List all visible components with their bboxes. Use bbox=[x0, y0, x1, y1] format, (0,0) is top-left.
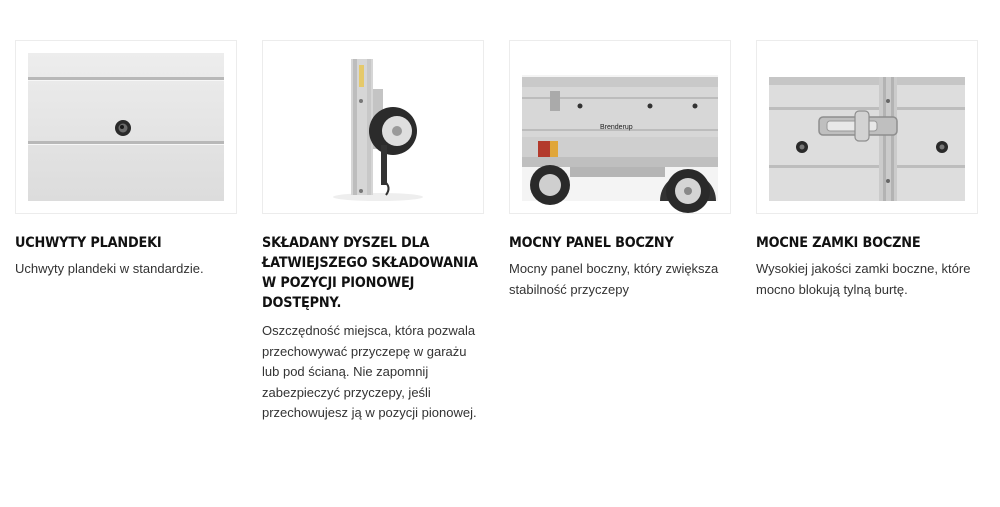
feature-title: MOCNY PANEL BOCZNY bbox=[509, 235, 674, 251]
feature-title: MOCNE ZAMKI BOCZNE bbox=[756, 235, 921, 251]
feature-title: UCHWYTY PLANDEKI bbox=[15, 235, 162, 251]
feature-description: Uchwyty plandeki w standardzie. bbox=[15, 261, 204, 276]
feature-title: SKŁADANY DYSZEL DLA ŁATWIEJSZEGO SKŁADOWANIA W POZYCJI PIONOWEJ DOSTĘPNY. bbox=[262, 235, 478, 311]
feature-description: Mocny panel boczny, który zwiększa stabilność przyczepy bbox=[509, 261, 719, 297]
feature-card-tarp-hooks bbox=[15, 40, 237, 280]
feature-card-folding-drawbar bbox=[262, 40, 484, 424]
side-panel-image bbox=[509, 40, 731, 214]
feature-description: Oszczędność miejsca, która pozwala przechowywać przyczepę w garażu lub pod ścianą. Nie zapomnij zabezpieczyć przyczepy, jeśli przechowujesz ją w pozycji pionowej. bbox=[262, 323, 477, 420]
trailer-brand-text: Brenderup bbox=[600, 124, 633, 131]
feature-card-side-panel bbox=[509, 40, 731, 300]
feature-card-side-locks bbox=[756, 40, 978, 300]
tarp-hook-image bbox=[15, 40, 237, 214]
folding-drawbar-image bbox=[262, 40, 484, 214]
side-lock-image bbox=[756, 40, 978, 214]
feature-description: Wysokiej jakości zamki boczne, które mocno blokują tylną burtę. bbox=[756, 261, 971, 297]
